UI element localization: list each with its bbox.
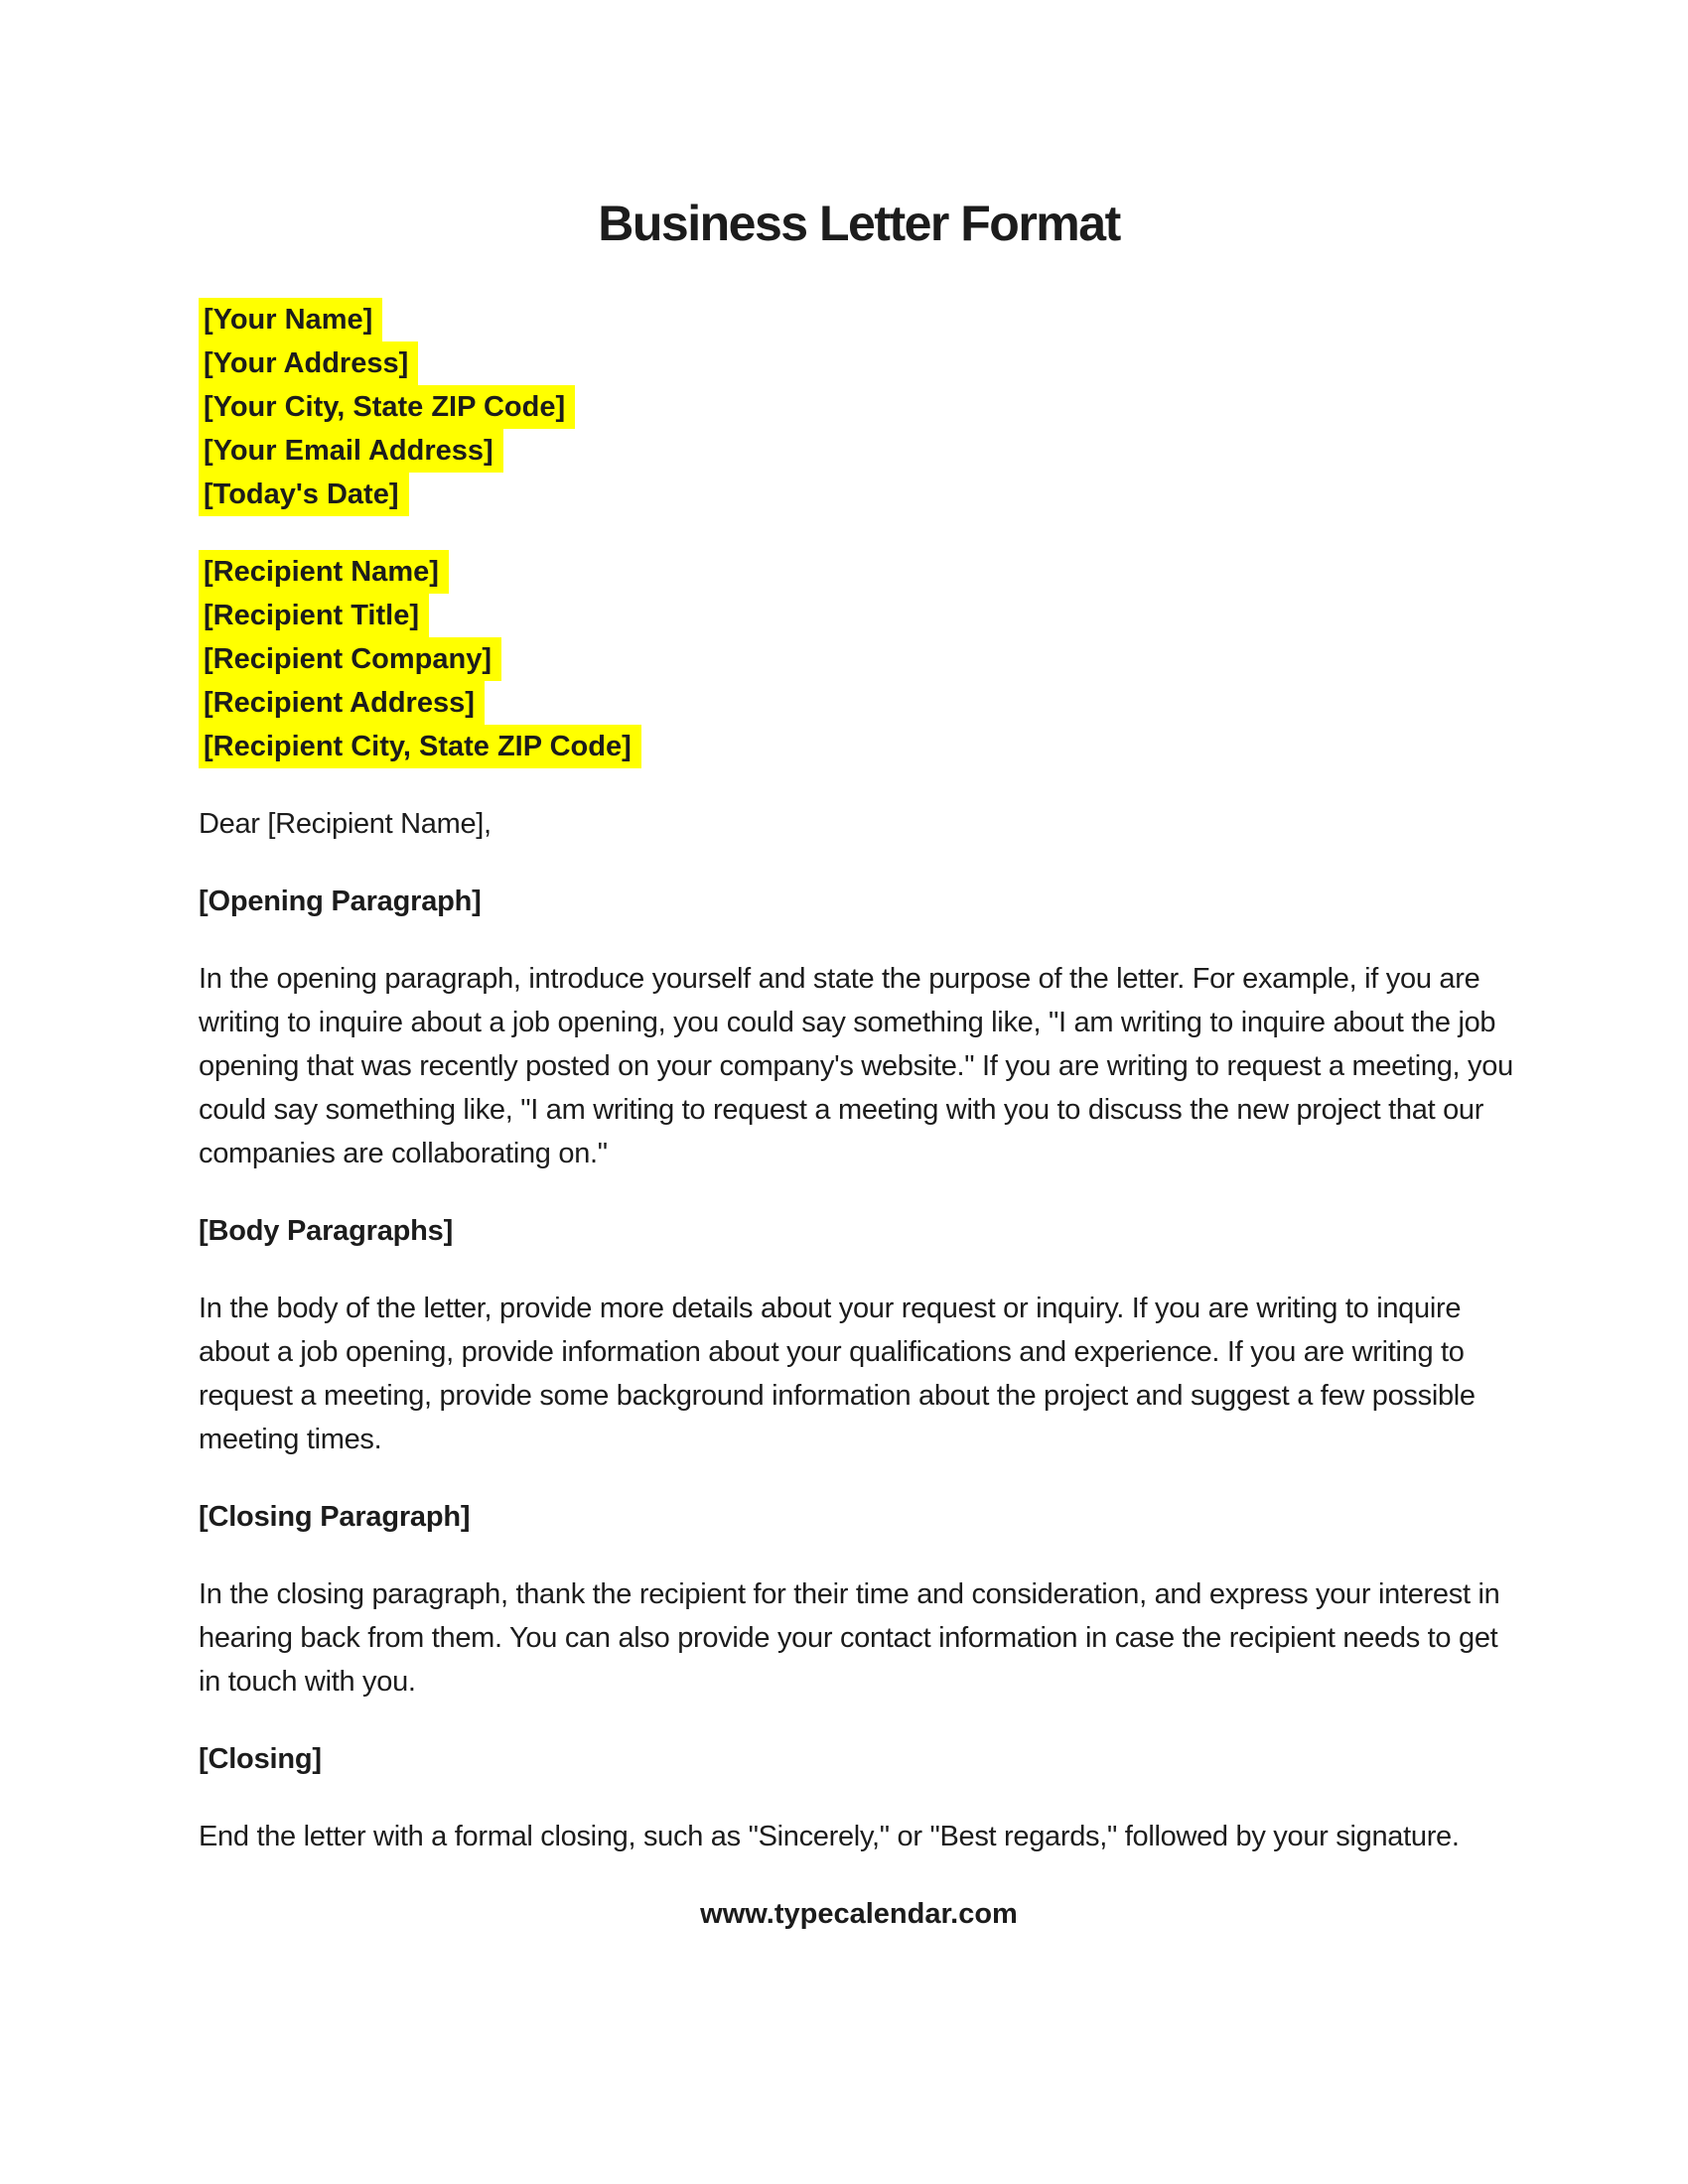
sender-city-line: [Your City, State ZIP Code] (199, 385, 575, 429)
closing-heading: [Closing] (199, 1743, 322, 1775)
closing-body: End the letter with a formal closing, such as "Sincerely," or "Best regards," followed by your signature. (199, 1821, 1460, 1852)
letter-template (199, 194, 1519, 1936)
sender-email-line: [Your Email Address] (199, 429, 503, 473)
sender-address-line: [Your Address] (199, 341, 418, 385)
recipient-title-line: [Recipient Title] (199, 594, 429, 637)
body-paragraphs-body: In the body of the letter, provide more details about your request or inquiry. If you are writing to inquire about a job opening, provide information about your qualifications and experience. If you are writing to request a meeting, provide some background information about the project and suggest a few possible meeting times. (199, 1293, 1476, 1455)
recipient-city-line: [Recipient City, State ZIP Code] (199, 725, 641, 768)
page-title: Business Letter Format (598, 196, 1120, 251)
closing-paragraph-heading: [Closing Paragraph] (199, 1501, 471, 1533)
sender-address-block (199, 298, 1519, 516)
opening-paragraph-body: In the opening paragraph, introduce yourself and state the purpose of the letter. For example, if you are writing to inquire about a job opening, you could say something like, "I am writing to inquire about the job opening that was recently posted on your company's website." If you are writing to request a meeting, you could say something like, "I am writing to request a meeting with you to discuss the new project that our companies are collaborating on." (199, 963, 1513, 1169)
sender-date-line: [Today's Date] (199, 473, 409, 516)
opening-paragraph-heading: [Opening Paragraph] (199, 886, 482, 917)
salutation: Dear [Recipient Name], (199, 808, 492, 840)
recipient-address-block (199, 550, 1519, 768)
recipient-company-line: [Recipient Company] (199, 637, 501, 681)
closing-paragraph-body: In the closing paragraph, thank the recipient for their time and consideration, and express your interest in hearing back from them. You can also provide your contact information in case the recipient needs to get in touch with you. (199, 1578, 1500, 1698)
recipient-name-line: [Recipient Name] (199, 550, 449, 594)
body-paragraphs-heading: [Body Paragraphs] (199, 1215, 454, 1247)
sender-name-line: [Your Name] (199, 298, 382, 341)
recipient-address-line: [Recipient Address] (199, 681, 485, 725)
footer-url: www.typecalendar.com (700, 1898, 1018, 1930)
